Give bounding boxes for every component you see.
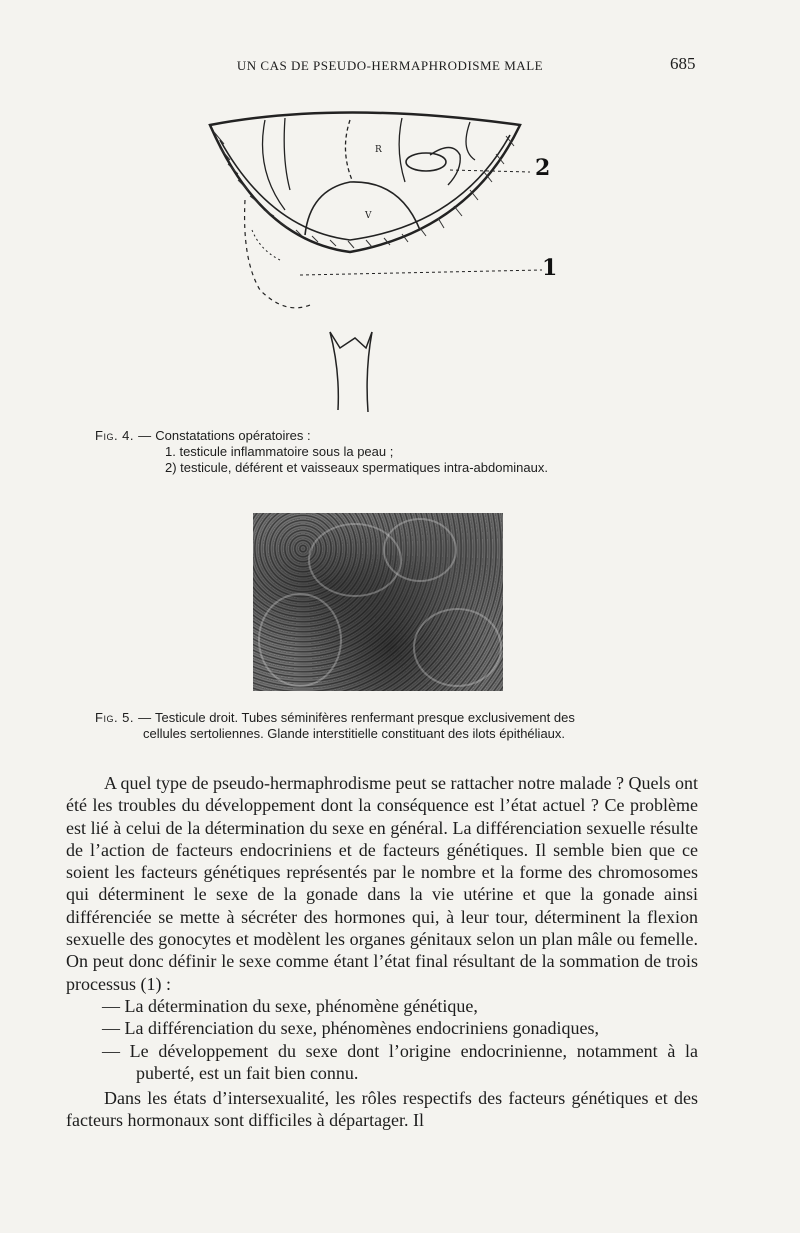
operative-sketch bbox=[190, 100, 590, 420]
paragraph-2: Dans les états d’intersexualité, les rôles respectifs des facteurs génétiques et des facteurs hormonaux sont difficiles à départager. Il bbox=[66, 1088, 698, 1131]
list-item: — Le développement du sexe dont l’origine endocrinienne, notamment à la puberté, est un fait bien connu. bbox=[102, 1040, 698, 1083]
figure-4-item-2: 2) testicule, déférent et vaisseaux spermatiques intra-abdominaux. bbox=[165, 460, 548, 475]
figure-5-caption-line-2: cellules sertoliennes. Glande interstitielle constituant des ilots épithéliaux. bbox=[143, 726, 566, 741]
external-genitalia-top bbox=[330, 332, 372, 348]
running-head: UN CAS DE PSEUDO-HERMAPHRODISME MALE bbox=[236, 58, 544, 73]
body-text bbox=[66, 772, 698, 1132]
paragraph-1: A quel type de pseudo-hermaphrodisme peut se rattacher notre malade ? Quels ont été les troubles du développement dont la conséquence est l’état actuel ? Ce problème est lié à celui de la détermination du sexe en général. La différenciation sexuelle résulte de l’action de facteurs endocriniens et de facteurs génétiques. Il semble bien que ce soient les facteurs génétiques représentés par le nombre et la forme des chromosomes qui déterminent le sexe de la gonade dans la vie utérine et que la gonade ainsi différenciée se mette à sécréter des hormones qui, à leur tour, déterminent la flexion sexuelle des gonocytes et modèlent les organes génitaux selon un plan mâle ou femelle. On peut donc définir le sexe comme étant l’état final résultant de la sommation de trois processus (1) : bbox=[66, 773, 698, 994]
figure-4-title: Constatations opératoires : bbox=[155, 428, 311, 443]
label-2: 2 bbox=[535, 155, 551, 181]
left-structure-2 bbox=[284, 118, 290, 190]
label-r: R bbox=[375, 145, 382, 155]
figure-5-caption-line-1: Testicule droit. Tubes séminifères renfermant presque exclusivement des bbox=[155, 710, 575, 725]
cord-path bbox=[252, 230, 280, 260]
figure-4-diagram bbox=[190, 100, 590, 420]
page-number: 685 bbox=[670, 54, 696, 73]
right-structure bbox=[466, 122, 475, 160]
leader-1 bbox=[300, 270, 542, 275]
rectum-right bbox=[399, 118, 405, 182]
figure-4-item-1: 1. testicule inflammatoire sous la peau ; bbox=[165, 444, 394, 459]
seminiferous-tube bbox=[258, 593, 342, 687]
inguinal-path bbox=[245, 200, 310, 308]
list-item: — La détermination du sexe, phénomène génétique, bbox=[102, 995, 478, 1016]
label-1: 1 bbox=[542, 255, 558, 281]
rectum-left bbox=[345, 120, 352, 180]
label-v: V bbox=[365, 211, 372, 221]
figure-5-label: Fig. 5. — bbox=[95, 710, 152, 725]
intra-abdominal-testicle bbox=[406, 153, 446, 171]
seminiferous-tube bbox=[413, 608, 502, 687]
figure-4-label: Fig. 4. — bbox=[95, 428, 152, 443]
list-item: — La différenciation du sexe, phénomènes endocriniens gonadiques, bbox=[102, 1018, 600, 1039]
figure-5-caption bbox=[95, 710, 715, 742]
hatching bbox=[214, 132, 514, 248]
figure-4-caption bbox=[95, 428, 715, 476]
seminiferous-tube bbox=[383, 518, 457, 582]
figure-5-micrograph bbox=[253, 513, 503, 691]
inner-lining bbox=[220, 135, 510, 240]
left-structure bbox=[263, 120, 286, 210]
